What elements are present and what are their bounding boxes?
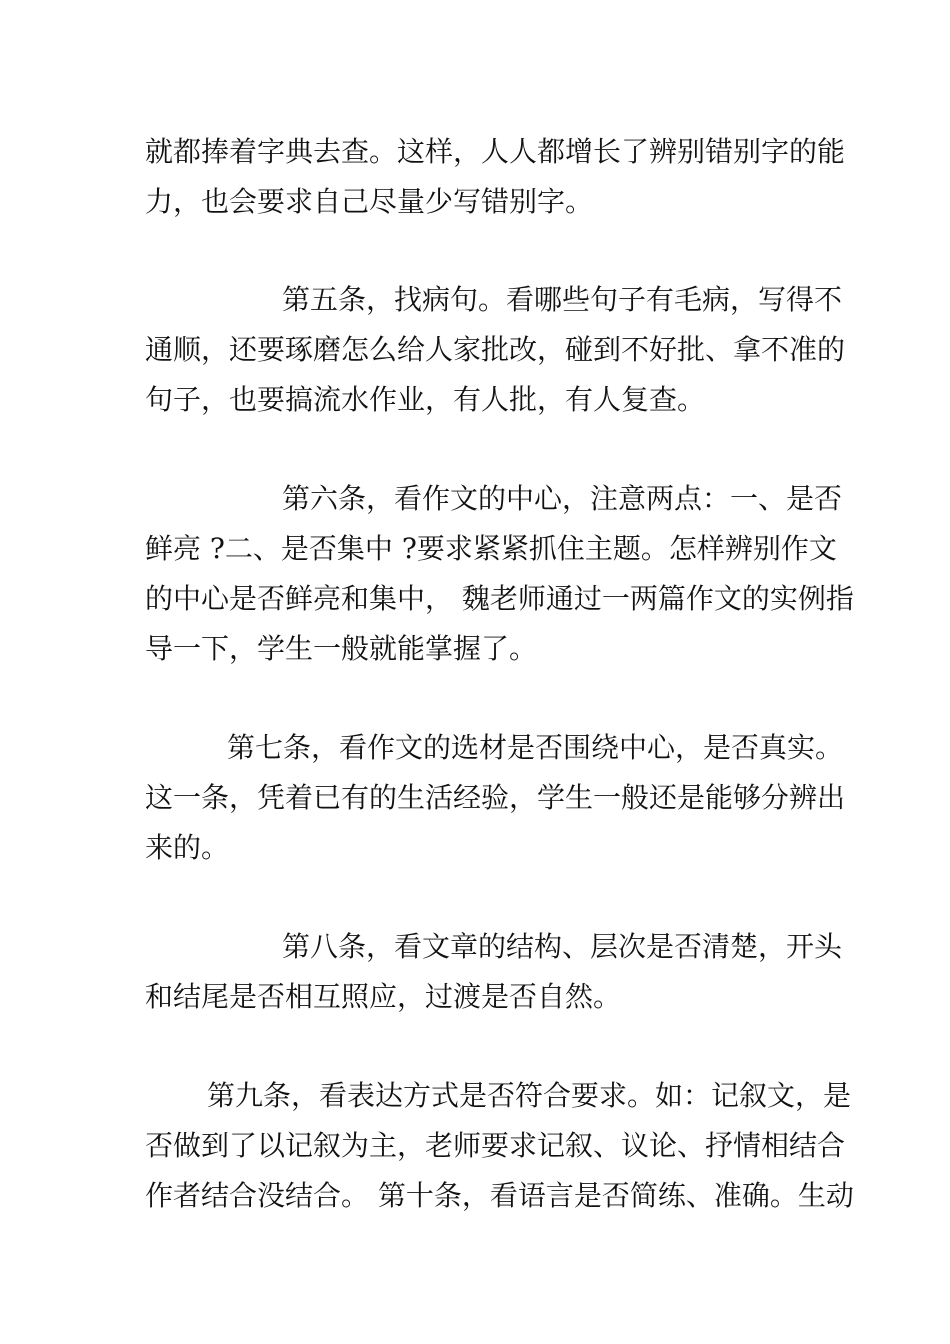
text-line: 就都捧着字典去查。这样，人人都增长了辨别错别字的能 bbox=[145, 135, 846, 168]
text-line: 句子，也要搞流水作业，有人批，有人复查。 bbox=[145, 383, 706, 416]
paragraph-rule-six bbox=[145, 474, 854, 674]
paragraph-rule-eight bbox=[145, 922, 843, 1022]
text-line: 和结尾是否相互照应，过渡是否自然。 bbox=[145, 980, 622, 1013]
text-line: 导一下，学生一般就能掌握了。 bbox=[145, 632, 538, 665]
text-line: 第五条，找病句。看哪些句子有毛病，写得不 bbox=[282, 283, 843, 316]
text-line: 通顺，还要琢磨怎么给人家批改，碰到不好批、拿不准的 bbox=[145, 333, 846, 366]
text-line: 来的。 bbox=[145, 831, 230, 864]
text-line: 力，也会要求自己尽量少写错别字。 bbox=[145, 185, 594, 218]
text-line: 这一条，凭着已有的生活经验，学生一般还是能够分辨出 bbox=[145, 781, 846, 814]
text-line: 作者结合没结合。 第十条，看语言是否简练、准确。生动 bbox=[145, 1179, 854, 1212]
text-line: 第九条，看表达方式是否符合要求。如：记叙文，是 bbox=[207, 1079, 852, 1112]
text-line: 第八条，看文章的结构、层次是否清楚，开头 bbox=[282, 930, 843, 963]
paragraph-rule-seven bbox=[145, 723, 846, 873]
paragraph-rule-five bbox=[145, 275, 846, 425]
text-line: 否做到了以记叙为主，老师要求记叙、议论、抒情相结合 bbox=[145, 1129, 846, 1162]
text-line: 鲜亮 ?二、是否集中 ?要求紧紧抓住主题。怎样辨别作文 bbox=[145, 532, 837, 565]
text-line: 的中心是否鲜亮和集中， 魏老师通过一两篇作文的实例指 bbox=[145, 582, 854, 615]
text-line: 第六条，看作文的中心，注意两点：一、是否 bbox=[282, 482, 843, 515]
paragraph-rule-nine-ten bbox=[145, 1071, 854, 1221]
text-line: 第七条，看作文的选材是否围绕中心，是否真实。 bbox=[227, 731, 844, 764]
paragraph-spelling-ability bbox=[145, 127, 846, 227]
